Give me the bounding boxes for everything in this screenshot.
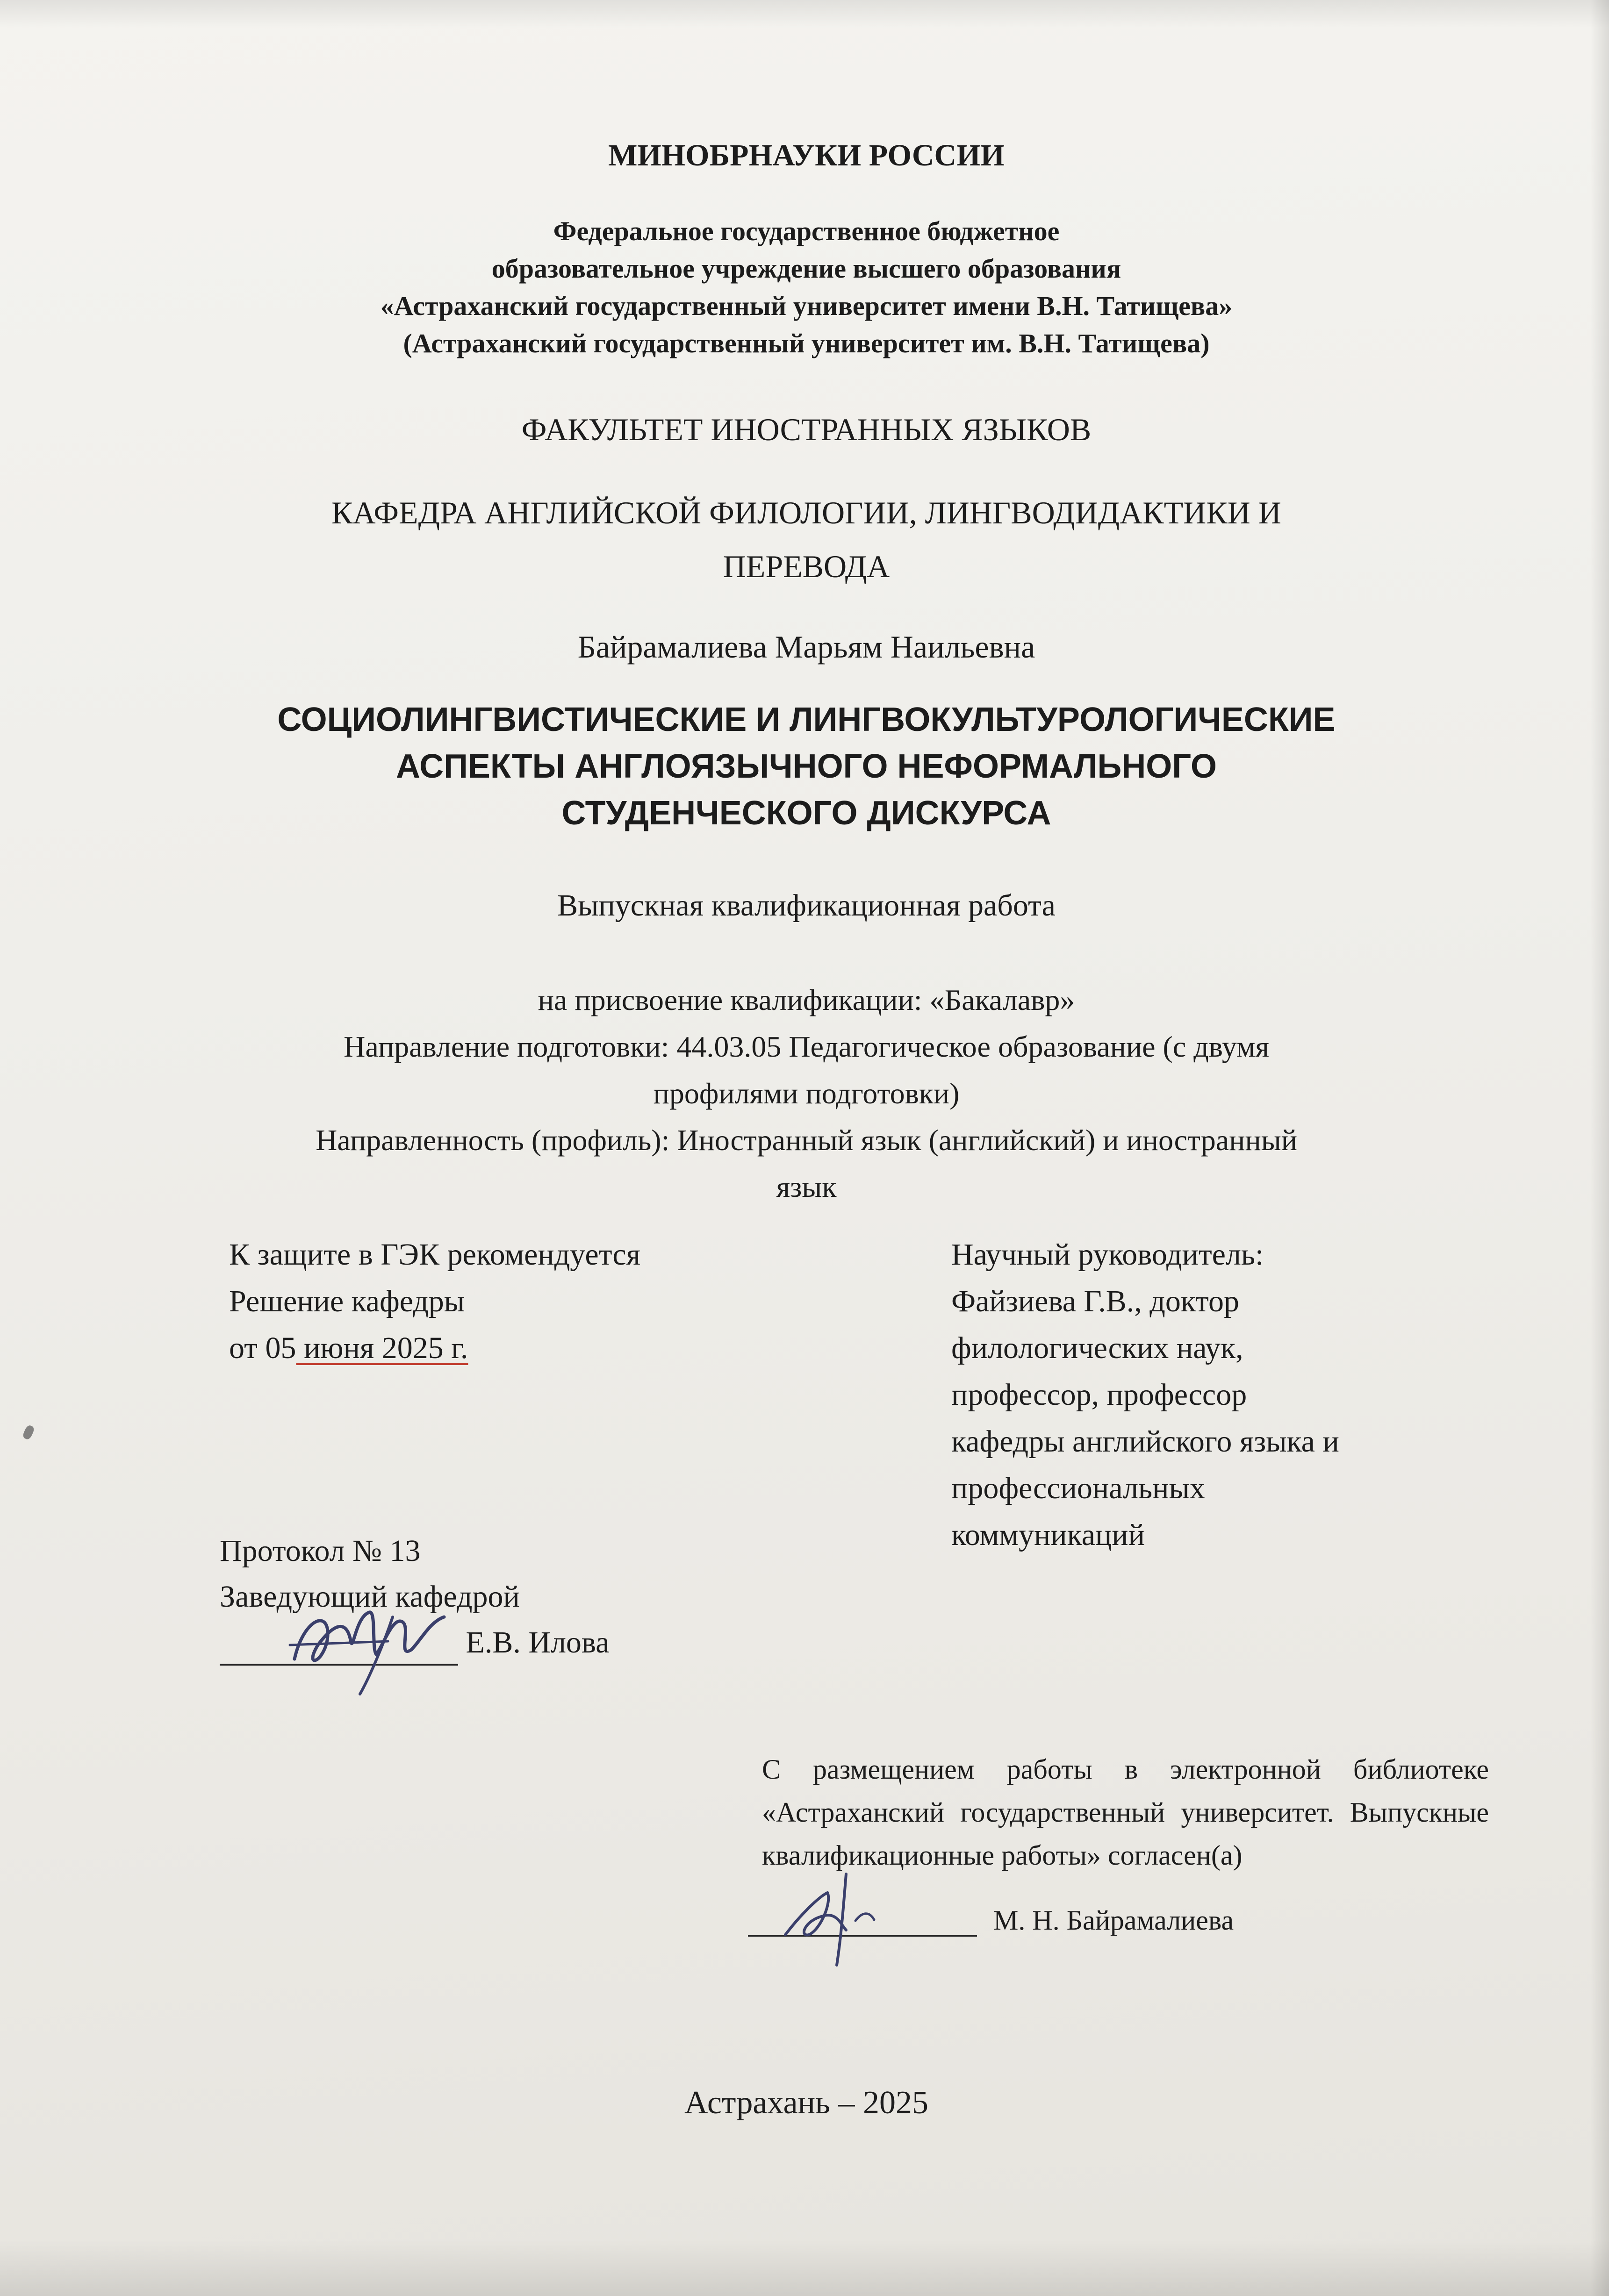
supervisor-line: коммуникаций (951, 1518, 1145, 1552)
protocol-number: Протокол № 13 (220, 1534, 421, 1568)
supervisor-line: Файзиева Г.В., доктор (951, 1284, 1240, 1318)
author-name: Байрамалиева Марьям Наильевна (577, 629, 1035, 665)
page-shadow (0, 0, 1609, 28)
head-signature-row (220, 1620, 610, 1666)
faculty-name: ФАКУЛЬТЕТ ИНОСТРАННЫХ ЯЗЫКОВ (521, 412, 1092, 447)
qualification-line: Направление подготовки: 44.03.05 Педагогическое образование (с двумя (344, 1030, 1269, 1063)
qualification-line: на присвоение квалификации: «Бакалавр» (538, 983, 1075, 1016)
institution-line: (Астраханский государственный университет им. В.Н. Татищева) (403, 328, 1210, 358)
author-signature-image (776, 1865, 898, 1967)
protocol-block (220, 1528, 610, 1666)
head-signature-image (276, 1589, 472, 1696)
defense-recommendation (229, 1231, 640, 1372)
qualification-line: Направленность (профиль): Иностранный язык (английский) и иностранный (316, 1123, 1297, 1157)
work-type: Выпускная квалификационная работа (557, 888, 1056, 923)
supervisor-line: профессор, профессор (951, 1378, 1247, 1412)
signature-line (748, 1902, 977, 1937)
title-line: СТУДЕНЧЕСКОГО ДИСКУРСА (561, 794, 1051, 832)
consent-name: М. Н. Байрамалиева (993, 1905, 1234, 1936)
head-name: Е.В. Илова (466, 1625, 610, 1659)
supervisor-line: кафедры английского языка и (951, 1424, 1339, 1459)
date-prefix: от 05 (229, 1331, 296, 1365)
decision-date (229, 1325, 640, 1372)
institution-line: «Астраханский государственный университет имени В.Н. Татищева» (380, 291, 1233, 321)
institution-line: Федеральное государственное бюджетное (553, 216, 1060, 246)
institution-name (140, 213, 1473, 362)
consent-signature-row (748, 1902, 1234, 1937)
decision-label: Решение кафедры (229, 1284, 465, 1318)
page-shadow (0, 2240, 1609, 2296)
page-shadow (1590, 0, 1609, 2296)
supervisor-block (951, 1231, 1489, 1559)
head-label: Заведующий кафедрой (220, 1580, 520, 1614)
signature-line (220, 1631, 458, 1666)
recommended-label: К защите в ГЭК рекомендуется (229, 1237, 641, 1272)
department-line: КАФЕДРА АНГЛИЙСКОЙ ФИЛОЛОГИИ, ЛИНГВОДИДАКТИКИ И (331, 495, 1281, 530)
title-line: СОЦИОЛИНГВИСТИЧЕСКИЕ И ЛИНГВОКУЛЬТУРОЛОГИЧЕСКИЕ (277, 701, 1336, 738)
library-consent: С размещением работы в электронной библиотеке «Астраханский государственный университет. Выпускные квалификационные работы» согласен(а) (762, 1754, 1489, 1871)
institution-line: образовательное учреждение высшего образования (491, 253, 1121, 284)
ink-mark (22, 1424, 36, 1441)
title-line: АСПЕКТЫ АНГЛОЯЗЫЧНОГО НЕФОРМАЛЬНОГО (395, 748, 1217, 785)
thesis-title (140, 696, 1473, 837)
supervisor-line: филологических наук, (951, 1331, 1243, 1365)
ministry-heading: МИНОБРНАУКИ РОССИИ (608, 138, 1005, 172)
date-rest: июня 2025 г. (296, 1331, 468, 1365)
department-name (140, 486, 1473, 594)
city-year: Астрахань – 2025 (684, 2085, 928, 2121)
department-line: ПЕРЕВОДА (723, 549, 890, 584)
qualification-block (140, 977, 1473, 1210)
supervisor-line: профессиональных (951, 1471, 1205, 1505)
supervisor-label: Научный руководитель: (951, 1237, 1264, 1272)
qualification-line: профилями подготовки) (653, 1077, 960, 1110)
qualification-line: язык (776, 1170, 837, 1203)
